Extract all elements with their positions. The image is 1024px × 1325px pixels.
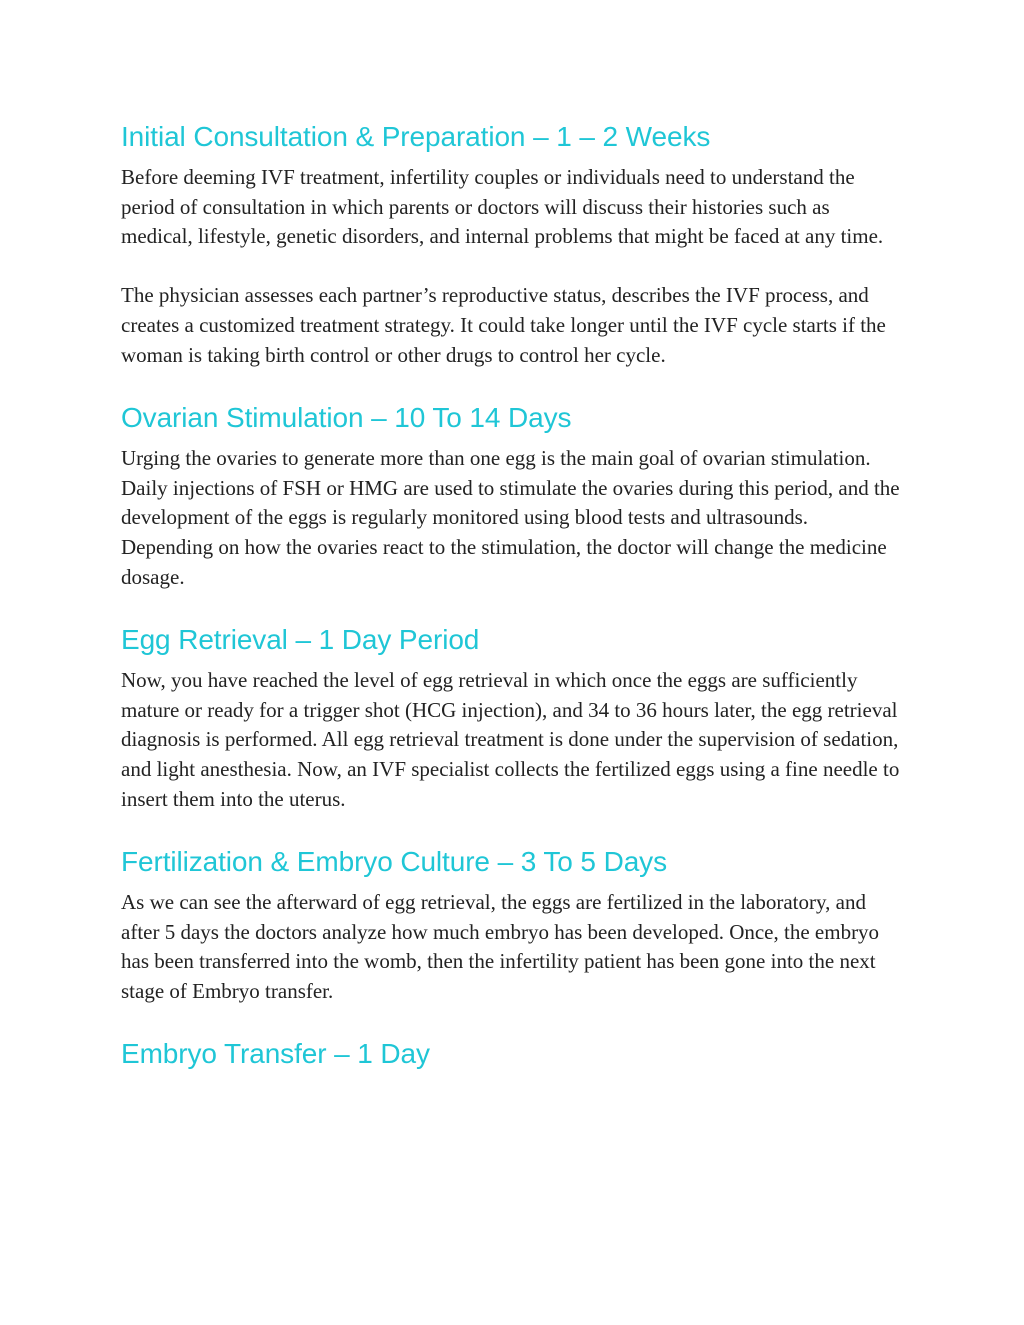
paragraph: As we can see the afterward of egg retrieval, the eggs are fertilized in the laboratory, and after 5 days the doctors analyze how much embryo has been developed. Once, the embryo has been transferred into the womb, then the infertility patient has been gone into the next stage of Embryo transfer. (121, 890, 880, 1003)
section-heading: Ovarian Stimulation – 10 To 14 Days (121, 402, 572, 434)
section-egg-retrieval (121, 620, 901, 814)
paragraph: Now, you have reached the level of egg retrieval in which once the eggs are sufficiently mature or ready for a trigger shot (HCG injection), and 34 to 36 hours later, the egg retrieval diagnosis is performed. All egg retrieval treatment is done under the supervision of sedation, and light anesthesia. Now, an IVF specialist collects the fertilized eggs using a fine needle to insert them into the uterus. (121, 668, 900, 811)
section-fertilization (121, 842, 901, 1006)
section-heading: Embryo Transfer – 1 Day (121, 1038, 430, 1070)
document-page (121, 117, 901, 1074)
section-initial-consultation (121, 117, 901, 370)
paragraph: The physician assesses each partner’s reproductive status, describes the IVF process, and creates a customized treatment strategy. It could take longer until the IVF cycle starts if the woman is taking birth control or other drugs to control her cycle. (121, 283, 886, 367)
section-heading: Fertilization & Embryo Culture – 3 To 5 Days (121, 846, 667, 878)
section-heading: Initial Consultation & Preparation – 1 – 2 Weeks (121, 121, 711, 152)
paragraph: Before deeming IVF treatment, infertility couples or individuals need to understand the period of consultation in which parents or doctors will discuss their histories such as medical, lifestyle, genetic disorders, and internal problems that might be faced at any time. (121, 165, 884, 249)
section-embryo-transfer (121, 1034, 901, 1074)
section-ovarian-stimulation (121, 398, 901, 592)
paragraph: Urging the ovaries to generate more than one egg is the main goal of ovarian stimulation. Daily injections of FSH or HMG are used to stimulate the ovaries during this period, and the development of the eggs is regularly monitored using blood tests and ultrasounds. Depending on how the ovaries react to the stimulation, the doctor will change the medicine dosage. (121, 446, 900, 589)
section-heading: Egg Retrieval – 1 Day Period (121, 624, 480, 656)
